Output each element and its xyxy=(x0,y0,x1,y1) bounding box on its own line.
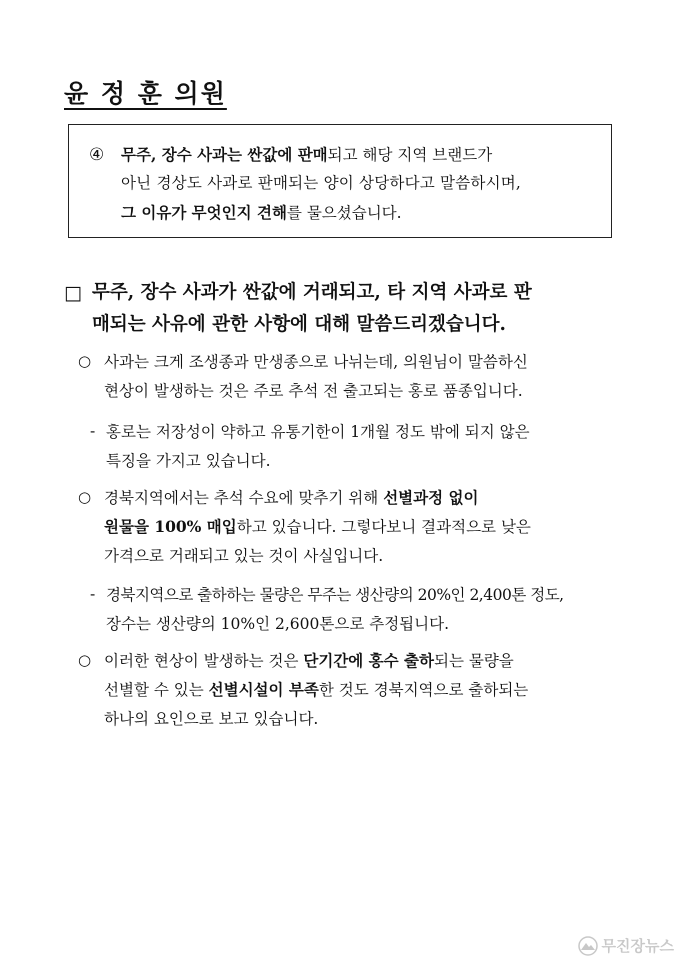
item-3-marker: ○ xyxy=(78,488,92,506)
item-3-line-1-text: 경북지역에서는 추석 수요에 맞추기 위해 xyxy=(104,489,384,507)
item-3-line-1-bold: 선별과정 없이 xyxy=(383,488,479,507)
item-3-line-2-text: 하고 있습니다. 그렇다보니 결과적으로 낮은 xyxy=(236,518,531,536)
item-4-marker: - xyxy=(90,585,96,603)
item-5-line-1-rest: 되는 물량을 xyxy=(433,652,514,670)
item-2-marker: - xyxy=(90,422,96,440)
watermark xyxy=(578,935,674,956)
item-5-line-1-bold: 단기간에 홍수 출하 xyxy=(303,651,434,670)
answer-header-marker: □ xyxy=(64,282,82,304)
question-line-1-rest: 되고 해당 지역 브랜드가 xyxy=(327,146,493,164)
item-1-marker: ○ xyxy=(78,352,92,370)
watermark-text: 무진장뉴스 xyxy=(601,937,674,955)
question-line-3-rest: 를 물으셨습니다. xyxy=(286,204,402,222)
item-2-line-2: 특징을 가지고 있습니다. xyxy=(106,452,271,470)
question-line-3 xyxy=(121,203,402,223)
item-5-line-2-text: 선별할 수 있는 xyxy=(104,681,209,699)
item-5-line-3: 하나의 요인으로 보고 있습니다. xyxy=(104,710,319,728)
page-title: 윤 정 훈 의원 xyxy=(64,79,227,108)
question-box xyxy=(68,124,612,238)
item-1-line-2: 현상이 발생하는 것은 주로 추석 전 출고되는 홍로 품종입니다. xyxy=(104,382,523,400)
answer-header-line-1: 무주, 장수 사과가 싼값에 거래되고, 타 지역 사과로 판 xyxy=(92,282,532,303)
item-4-line-1: 경북지역으로 출하하는 물량은 무주는 생산량의 20%인 2,400톤 정도, xyxy=(106,586,564,604)
item-5-line-2-bold: 선별시설이 부족 xyxy=(208,680,319,699)
question-marker: ④ xyxy=(89,145,105,165)
item-5-line-2-rest: 한 것도 경북지역으로 출하되는 xyxy=(318,681,529,699)
item-5-marker: ○ xyxy=(78,651,92,669)
item-5-line-1 xyxy=(104,650,514,672)
item-5-line-2 xyxy=(104,679,528,701)
item-4-line-2: 장수는 생산량의 10%인 2,600톤으로 추정됩니다. xyxy=(106,615,450,633)
item-3-line-2 xyxy=(104,516,531,538)
answer-header-line-2: 매되는 사유에 관한 사항에 대해 말씀드리겠습니다. xyxy=(92,314,506,335)
item-5-line-1-text: 이러한 현상이 발생하는 것은 xyxy=(104,652,304,670)
question-line-1 xyxy=(121,145,492,165)
question-line-2: 아닌 경상도 사과로 판매되는 양이 상당하다고 말씀하시며, xyxy=(121,174,522,192)
item-2-line-1: 홍로는 저장성이 약하고 유통기한이 1개월 정도 밖에 되지 않은 xyxy=(106,423,530,441)
item-1-line-1: 사과는 크게 조생종과 만생종으로 나뉘는데, 의원님이 말씀하신 xyxy=(104,353,528,371)
question-line-3-bold: 그 이유가 무엇인지 견해 xyxy=(121,203,287,222)
item-3-line-1 xyxy=(104,487,478,509)
question-line-1-bold: 무주, 장수 사과는 싼값에 판매 xyxy=(121,145,328,164)
item-3-line-3: 가격으로 거래되고 있는 것이 사실입니다. xyxy=(104,547,384,565)
item-3-line-2-bold: 원물을 100% 매입 xyxy=(104,517,237,536)
mountain-logo-icon xyxy=(578,936,598,956)
